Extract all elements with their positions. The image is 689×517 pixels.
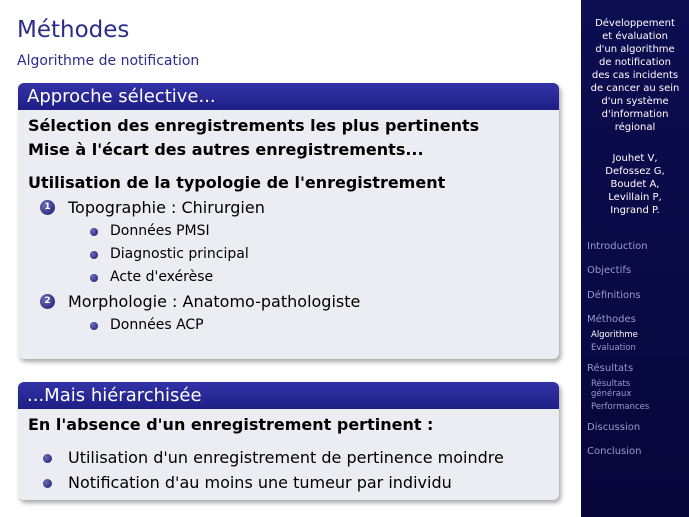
sub-item — [28, 314, 549, 337]
block-mais-hierarchisee — [18, 382, 559, 500]
bullet-icon — [90, 274, 98, 282]
nav-evaluation[interactable]: Evaluation — [591, 343, 636, 353]
nav-sub-line: généraux — [591, 389, 632, 399]
enum-item-morphologie — [28, 289, 549, 314]
enum-number-badge: 1 — [40, 200, 55, 215]
nav-introduction[interactable]: Introduction — [587, 241, 648, 252]
bullet-icon — [90, 228, 98, 236]
sidebar-title-line: d'un système — [601, 96, 669, 107]
enum-number-badge: 2 — [40, 294, 55, 309]
sidebar-author: Boudet A, — [610, 179, 660, 190]
list-item-label: Utilisation d'un enregistrement de pertinence moindre — [68, 448, 504, 467]
sidebar-title-line: d'information — [601, 109, 669, 120]
nav-resultats-generaux[interactable] — [591, 379, 631, 399]
bullet-icon — [43, 454, 52, 463]
block-line: Mise à l'écart des autres enregistrements... — [28, 140, 424, 159]
sidebar-author: Defossez G, — [605, 166, 665, 177]
frame-title: Méthodes — [17, 17, 130, 43]
block-title: Approche sélective... — [18, 83, 559, 110]
sub-item — [28, 243, 549, 266]
sidebar-presentation-title[interactable] — [581, 0, 689, 134]
bullet-icon — [90, 322, 98, 330]
block-line: Sélection des enregistrements les plus pertinents — [28, 116, 480, 135]
enum-item-topographie — [28, 195, 549, 220]
sub-item-label: Diagnostic principal — [110, 246, 249, 262]
list-item-label: Notification d'au moins une tumeur par individu — [68, 473, 452, 492]
sub-item-label: Données ACP — [110, 317, 204, 333]
nav-methodes[interactable]: Méthodes — [587, 314, 636, 325]
list-item — [28, 470, 549, 495]
nav-definitions[interactable]: Définitions — [587, 290, 641, 301]
sub-item-label: Données PMSI — [110, 223, 210, 239]
sidebar-title-line: régional — [614, 122, 656, 133]
enum-label: Topographie : Chirurgien — [68, 198, 265, 217]
block-line: En l'absence d'un enregistrement pertinent : — [28, 415, 434, 434]
sidebar-author: Levillain P, — [608, 192, 662, 203]
sub-item — [28, 220, 549, 243]
nav-discussion[interactable]: Discussion — [587, 422, 641, 433]
sidebar-authors — [581, 152, 689, 217]
sidebar-title-line: de cancer au sein — [590, 83, 680, 94]
sidebar-title-line: de notification — [599, 57, 671, 68]
sidebar-title-line: des cas incidents — [591, 70, 679, 81]
bullet-icon — [43, 479, 52, 488]
enum-label: Morphologie : Anatomo-pathologiste — [68, 292, 361, 311]
sidebar-title-line: d'un algorithme — [595, 44, 675, 55]
nav-objectifs[interactable]: Objectifs — [587, 265, 632, 276]
nav-resultats[interactable]: Résultats — [587, 363, 634, 374]
nav-performances[interactable]: Performances — [591, 402, 650, 412]
frame-subtitle: Algorithme de notification — [17, 53, 200, 69]
sub-item-label: Acte d'exérèse — [110, 269, 214, 285]
sidebar — [581, 0, 689, 517]
list-item — [28, 445, 549, 470]
block-body — [18, 110, 559, 343]
block-approche-selective — [18, 83, 559, 359]
nav-conclusion[interactable]: Conclusion — [587, 446, 642, 457]
block-line: Utilisation de la typologie de l'enregistrement — [28, 173, 446, 192]
nav-algorithme[interactable]: Algorithme — [591, 330, 638, 340]
sidebar-author: Ingrand P. — [610, 205, 660, 216]
sidebar-title-line: et évaluation — [602, 31, 668, 42]
block-body — [18, 409, 559, 501]
sidebar-title-line: Développement — [595, 18, 675, 29]
sidebar-author: Jouhet V, — [612, 153, 658, 164]
sub-item — [28, 266, 549, 289]
bullet-icon — [90, 251, 98, 259]
nav-sub-line: Résultats — [591, 379, 631, 389]
block-title: ...Mais hiérarchisée — [18, 382, 559, 409]
